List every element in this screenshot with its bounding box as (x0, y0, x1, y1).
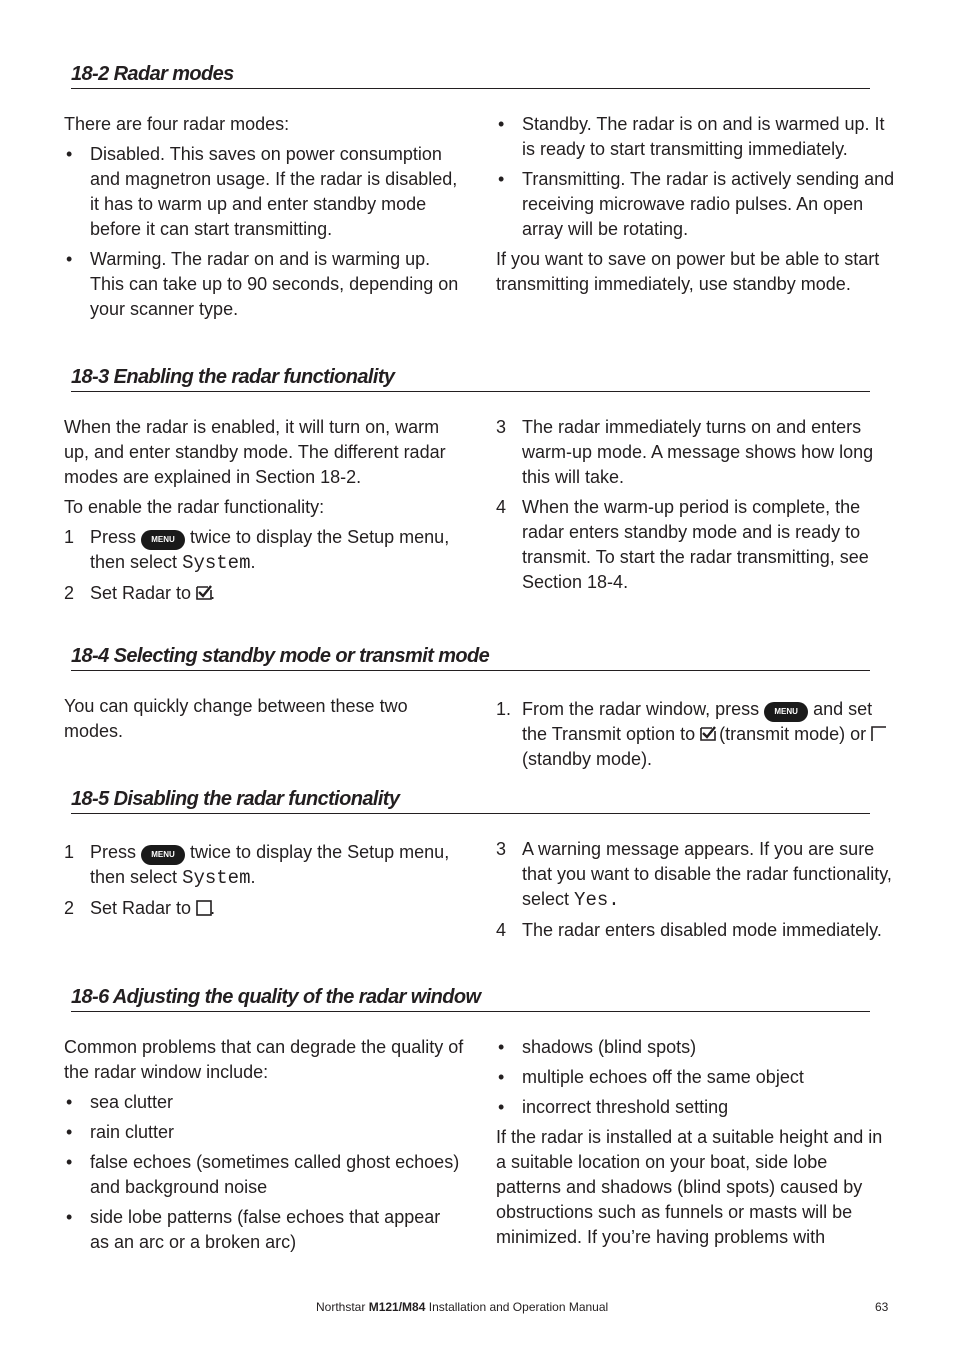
bullet: • (498, 1037, 505, 1057)
step-item (496, 918, 896, 943)
bullet: • (498, 1067, 505, 1087)
transmit-mode-text: (transmit mode) or (719, 724, 867, 744)
step-text-end: . (210, 583, 216, 603)
footer-model: M121/M84 (368, 1300, 426, 1314)
list-item (496, 112, 896, 162)
radar-modes-closing: If you want to save on power but be able to start transmitting immediately, use standby mode. (496, 249, 880, 294)
radar-modes-right-column (496, 112, 896, 302)
step-text-pre: From the radar window, press (522, 699, 760, 719)
menu-key-icon: MENU (141, 530, 185, 550)
empty-box-icon (196, 900, 210, 914)
list-item (64, 1120, 464, 1145)
bullet: • (66, 1207, 73, 1227)
step-number: 2 (64, 898, 75, 918)
radar-mode-standby: Standby. The radar is on and is warmed up. It is ready to start transmitting immediately. (522, 114, 885, 159)
list-item (64, 247, 464, 322)
step-item (64, 840, 464, 891)
step-text: The radar enters disabled mode immediately. (522, 920, 882, 940)
disable-radar-right-column (496, 837, 896, 948)
enable-radar-left-column (64, 415, 464, 611)
list-item (496, 1035, 896, 1060)
bullet: • (66, 1152, 73, 1172)
step-text: The radar immediately turns on and enters warm-up mode. A message shows how long this will take. (522, 417, 874, 487)
radar-modes-left-column (64, 112, 464, 327)
step-number: 1 (64, 527, 75, 547)
menu-key-icon: MENU (141, 845, 185, 865)
radar-quality-left-column (64, 1035, 464, 1260)
section-heading-disabling-radar: 18-5 Disabling the radar functionality (71, 787, 870, 814)
step-number: 1 (64, 842, 75, 862)
enable-radar-lead: To enable the radar functionality: (64, 497, 325, 517)
step-number: 3 (496, 417, 507, 437)
list-item-text: incorrect threshold setting (522, 1097, 729, 1117)
step-number: 4 (496, 920, 507, 940)
yes-option-code: Yes. (574, 889, 620, 911)
disable-radar-left-column (64, 840, 464, 926)
standby-transmit-intro: You can quickly change between these two modes. (64, 696, 408, 741)
bullet: • (66, 1092, 73, 1112)
bullet: • (66, 1122, 73, 1142)
checked-box-icon (196, 585, 210, 599)
enable-radar-intro: When the radar is enabled, it will turn on, warm up, and enter standby mode. The different radar modes are explained in Section 18-2. (64, 417, 446, 487)
list-item (64, 1090, 464, 1115)
list-item-text: side lobe patterns (false echoes that appear as an arc or a broken arc) (90, 1207, 441, 1252)
list-item (496, 167, 896, 242)
step-item (64, 525, 464, 576)
radar-mode-transmitting: Transmitting. The radar is actively sending and receiving microwave radio pulses. An open array will be rotating. (522, 169, 895, 239)
list-item-text: false echoes (sometimes called ghost echoes) and background noise (90, 1152, 460, 1197)
bullet: • (498, 169, 505, 189)
list-item-text: sea clutter (90, 1092, 174, 1112)
page-number: 63 (875, 1300, 889, 1314)
radar-modes-intro: There are four radar modes: (64, 114, 290, 134)
step-number: 2 (64, 583, 75, 603)
menu-key-icon: MENU (764, 702, 808, 722)
step-text-pre: Set Radar to (90, 898, 192, 918)
section-heading-radar-modes: 18-2 Radar modes (71, 62, 870, 89)
list-item (64, 1205, 464, 1255)
radar-quality-intro: Common problems that can degrade the quality of the radar window include: (64, 1037, 464, 1082)
system-menu-code: System (182, 552, 251, 574)
list-item-text: shadows (blind spots) (522, 1037, 697, 1057)
step-item (64, 896, 464, 921)
step-text-pre: A warning message appears. If you are sure that you want to disable the radar functionality, select (522, 839, 892, 909)
step-text-pre: Set Radar to (90, 583, 192, 603)
radar-mode-disabled: Disabled. This saves on power consumption and magnetron usage. If the radar is disabled, it has to warm up and enter standby mode before it can start transmitting. (90, 144, 458, 239)
step-item (64, 581, 464, 606)
step-item (496, 495, 896, 595)
bullet: • (66, 249, 73, 269)
step-text-end: . (250, 552, 256, 572)
step-item (496, 837, 896, 913)
step-number: 3 (496, 839, 507, 859)
step-number: 4 (496, 497, 507, 517)
system-menu-code: System (182, 867, 251, 889)
footer-manual-name: Installation and Operation Manual (428, 1300, 609, 1314)
section-heading-enabling-radar: 18-3 Enabling the radar functionality (71, 365, 870, 392)
step-text-mid: and set the Transmit option to (522, 699, 873, 744)
bullet: • (66, 144, 73, 164)
list-item-text: multiple echoes off the same object (522, 1067, 804, 1087)
step-text: When the warm-up period is complete, the radar enters standby mode and is ready to transmit. To start the radar transmitting, see Section 18-4. (522, 497, 869, 592)
list-item (64, 1150, 464, 1200)
radar-quality-right-column (496, 1035, 896, 1255)
bullet: • (498, 114, 505, 134)
step-text-end: . (210, 898, 216, 918)
enable-radar-right-column (496, 415, 896, 600)
step-text-pre: Press (90, 842, 137, 862)
standby-mode-text: (standby mode). (522, 749, 653, 769)
standby-transmit-left-column (64, 694, 444, 749)
step-number: 1. (496, 699, 512, 719)
section-heading-standby-transmit: 18-4 Selecting standby mode or transmit mode (71, 644, 870, 671)
list-item (496, 1095, 896, 1120)
radar-quality-closing: If the radar is installed at a suitable height and in a suitable location on your boat, side lobe patterns and shadows (blind spots) caused by obstructions such as funnels or masts will be minimized. If you’re having problems with (496, 1127, 883, 1247)
footer-brand: Northstar (316, 1300, 366, 1314)
section-heading-radar-quality: 18-6 Adjusting the quality of the radar window (71, 985, 870, 1012)
list-item (64, 142, 464, 242)
unchecked-corner-icon (871, 726, 885, 740)
step-text-post: twice to display the Setup menu, then select (90, 527, 450, 572)
list-item-text: rain clutter (90, 1122, 175, 1142)
standby-transmit-right-column (496, 697, 896, 777)
step-item (496, 415, 896, 490)
step-text-post: twice to display the Setup menu, then select (90, 842, 450, 887)
footer-manual-title (316, 1299, 608, 1315)
bullet: • (498, 1097, 505, 1117)
step-item (496, 697, 896, 772)
radar-mode-warming: Warming. The radar on and is warming up. This can take up to 90 seconds, depending on your scanner type. (90, 249, 459, 319)
step-text-end: . (250, 867, 256, 887)
checked-box-icon (700, 726, 714, 740)
step-text-pre: Press (90, 527, 137, 547)
list-item (496, 1065, 896, 1090)
